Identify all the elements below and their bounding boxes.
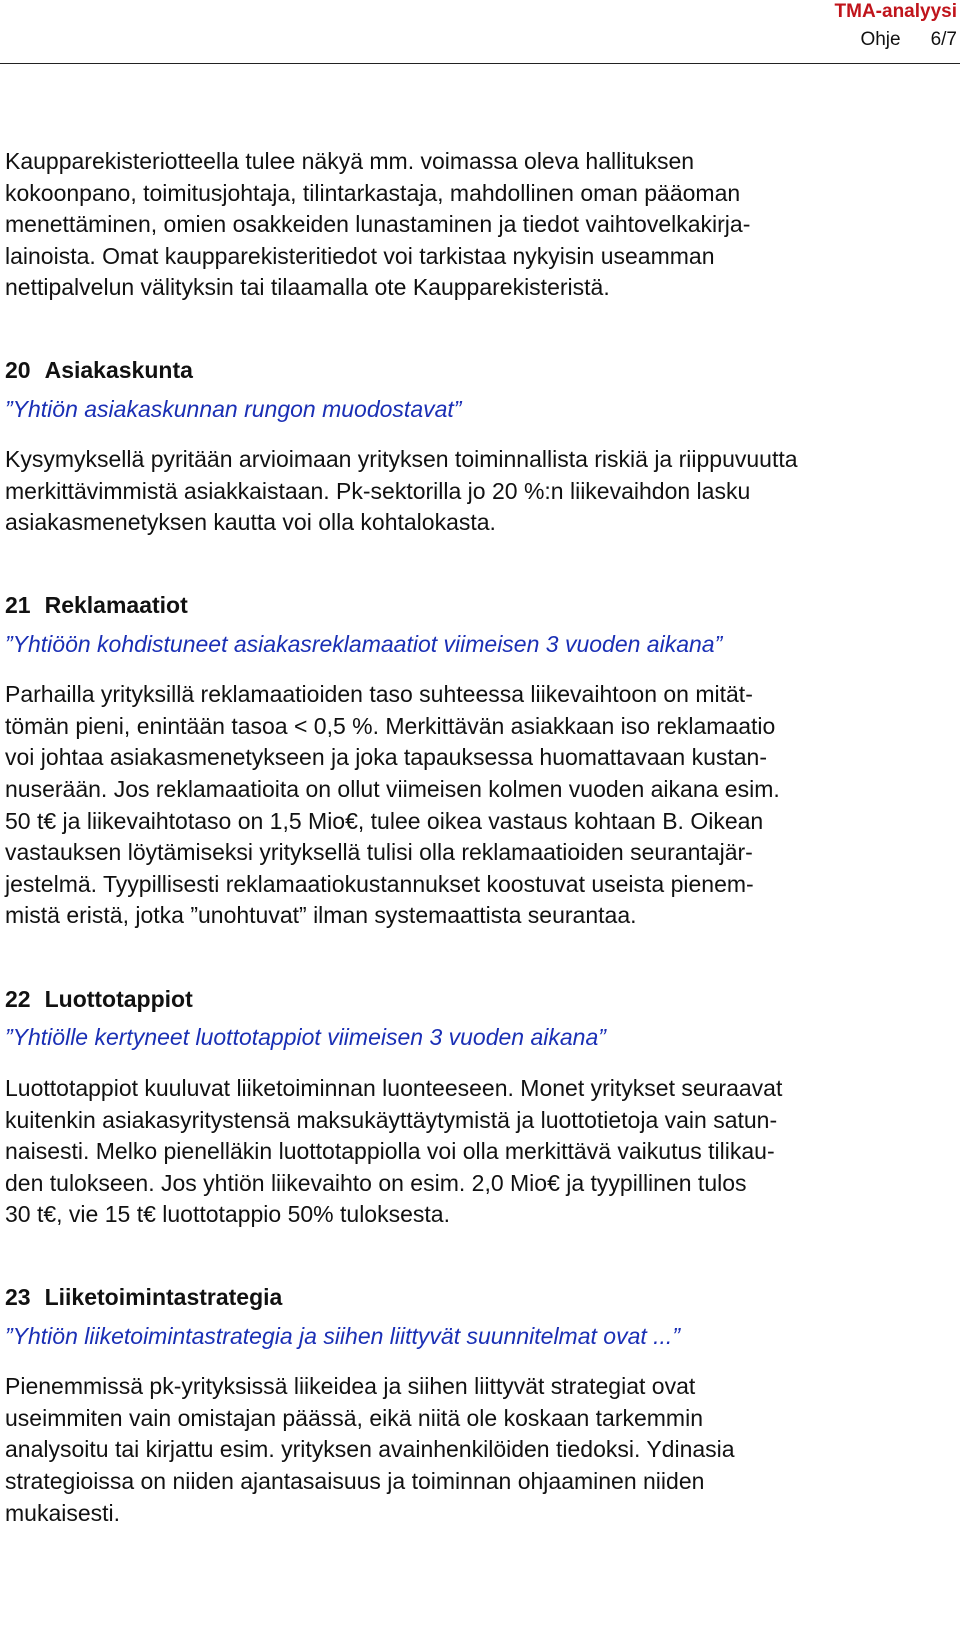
intro-paragraph: Kaupparekisteriotteella tulee näkyä mm. voimassa oleva hallituksen kokoonpano, toimitusjohtaja, tilintarkastaja, mahdollinen oman pääoman menettäminen, omien osakkeiden lunastaminen ja tiedot vaihtovelkakirja- lainoista. Omat kaupparekisteritiedot voi tarkistaa nykyisin useamman nettipalvelun välityksin tai tilaamalla ote Kaupparekisteristä. <box>5 148 751 301</box>
section-number: 21 <box>5 591 31 618</box>
section-title: Asiakaskunta <box>44 356 193 383</box>
section-20 <box>5 355 955 539</box>
section-21 <box>5 590 955 932</box>
section-title: Liiketoimintastrategia <box>44 1284 283 1311</box>
document-body <box>5 146 955 1529</box>
section-body: Pienemmissä pk-yrityksissä liikeidea ja siihen liittyvät strategiat ovat useimmiten vain omistajan päässä, eikä niitä ole koskaan tarkemmin analysoitu tai kirjattu esim. yrityksen avainhenkilöiden tiedoksi. Ydinasia strategioissa on niiden ajantasaisuus ja toiminnan ohjaaminen niiden mukaisesti. <box>5 1373 735 1526</box>
section-question: ”Yhtiöön kohdistuneet asiakasreklamaatiot viimeisen 3 vuoden aikana” <box>5 630 723 657</box>
page-number: 6/7 <box>930 29 957 50</box>
section-23 <box>5 1282 955 1529</box>
section-number: 20 <box>5 356 31 383</box>
section-number: 23 <box>5 1284 31 1311</box>
section-number: 22 <box>5 985 31 1012</box>
section-22 <box>5 984 955 1231</box>
page-header <box>835 0 960 52</box>
section-question: ”Yhtiölle kertyneet luottotappiot viimeisen 3 vuoden aikana” <box>5 1024 606 1051</box>
doc-label: Ohje <box>860 29 901 50</box>
header-meta <box>835 28 960 52</box>
section-title: Luottotappiot <box>44 985 193 1012</box>
section-question: ”Yhtiön asiakaskunnan rungon muodostavat” <box>5 395 462 422</box>
section-heading <box>5 984 955 1016</box>
section-body: Luottotappiot kuuluvat liiketoiminnan luonteeseen. Monet yritykset seuraavat kuitenkin asiakasyritystensä maksukäyttäytymistä ja luottotietoja vain satun- naisesti. Melko pienelläkin luottotappiolla voi olla merkittävä vaikutus tilikau- den tulokseen. Jos yhtiön liikevaihto on esim. 2,0 Mio€ ja tyypillinen tulos 30 t€, vie 15 t€ luottotappio 50% tuloksesta. <box>5 1075 783 1228</box>
section-heading <box>5 1282 955 1314</box>
section-body: Kysymyksellä pyritään arvioimaan yrityksen toiminnallista riskiä ja riippuvuutta merkittävimmistä asiakkaistaan. Pk-sektorilla jo 20 %:n liikevaihdon lasku asiakasmenetyksen kautta voi olla kohtalokasta. <box>5 446 798 536</box>
section-heading <box>5 590 955 622</box>
section-question: ”Yhtiön liiketoimintastrategia ja siihen liittyvät suunnitelmat ovat ...” <box>5 1322 680 1349</box>
section-heading <box>5 355 955 387</box>
section-title: Reklamaatiot <box>44 591 188 618</box>
brand-title: TMA-analyysi <box>834 1 957 22</box>
section-body: Parhailla yrityksillä reklamaatioiden taso suhteessa liikevaihtoon on mität- tömän pieni, enintään tasoa < 0,5 %. Merkittävän asiakkaan iso reklamaatio voi johtaa asiakasmenetykseen ja joka tapauksessa huomattavaan kustan- nuserään. Jos reklamaatioita on ollut viimeisen kolmen vuoden aikana esim. 50 t€ ja liikevaihtotaso on 1,5 Mio€, tulee oikea vastaus kohtaan B. Oikean vastauksen löytämiseksi yrityksellä tulisi olla reklamaatioiden seurantajär- jestelmä. Tyypillisesti reklamaatiokustannukset koostuvat useista pienem- mistä eristä, jotka ”unohtuvat” ilman systemaattista seurantaa. <box>5 681 780 929</box>
header-divider <box>0 63 960 64</box>
